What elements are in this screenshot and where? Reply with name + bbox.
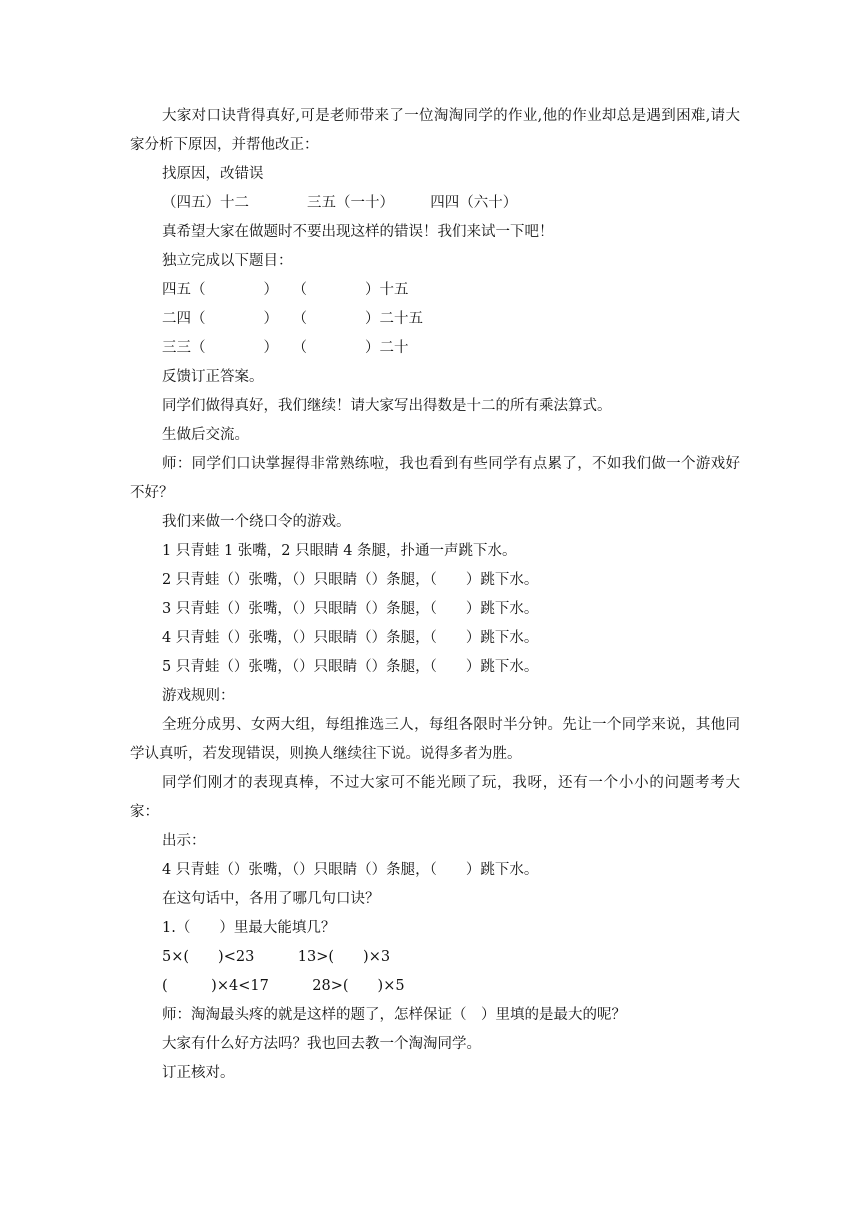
text-line: ( )×4<17 28>( )×5 <box>162 978 405 994</box>
text-line: 4 只青蛙（）张嘴，（）只眼睛（）条腿，（ ）跳下水。 <box>162 862 539 878</box>
text-line: 5 只青蛙（）张嘴，（）只眼睛（）条腿，（ ）跳下水。 <box>162 659 539 675</box>
text-line: 在这句话中，各用了哪几句口诀？ <box>162 891 380 907</box>
text-line: 师：淘淘最头疼的就是这样的题了，怎样保证（ ）里填的是最大的呢？ <box>162 1007 626 1023</box>
text-line: 生做后交流。 <box>162 427 249 443</box>
text-line: 2 只青蛙（）张嘴，（）只眼睛（）条腿，（ ）跳下水。 <box>162 572 539 588</box>
text-line: 找原因，改错误 <box>162 166 264 182</box>
text-line: 独立完成以下题目： <box>162 253 293 269</box>
text-line: 二四（ ） （ ）二十五 <box>162 311 423 327</box>
text-line: 游戏规则： <box>162 688 235 704</box>
text-line: 三三（ ） （ ）二十 <box>162 340 409 356</box>
text-line: 出示： <box>162 833 206 849</box>
text-line: 反馈订正答案。 <box>162 369 264 385</box>
text-line: 1 只青蛙 1 张嘴，2 只眼睛 4 条腿，扑通一声跳下水。 <box>162 543 517 559</box>
text-line: 我们来做一个绕口令的游戏。 <box>162 514 351 530</box>
text-line: 4 只青蛙（）张嘴，（）只眼睛（）条腿，（ ）跳下水。 <box>162 630 539 646</box>
text-line: 5×( )<23 13>( )×3 <box>162 949 391 965</box>
paragraph: 全班分成男、女两大组，每组推选三人，每组各限时半分钟。先让一个同学来说，其他同学认真听，若发现错误，则换人继续往下说。说得多者为胜。 <box>130 717 740 762</box>
text-line: 大家有什么好方法吗？我也回去教一个淘淘同学。 <box>162 1036 481 1052</box>
text-line: 1.（ ）里最大能填几？ <box>162 920 336 936</box>
paragraph: 师：同学们口诀掌握得非常熟练啦，我也看到有些同学有点累了，不如我们做一个游戏好不好？ <box>130 456 740 501</box>
text-line: 真希望大家在做题时不要出现这样的错误！我们来试一下吧！ <box>162 224 554 240</box>
text-line: （四五）十二 三五（一十） 四四（六十） <box>162 195 518 211</box>
text-line: 同学们做得真好，我们继续！请大家写出得数是十二的所有乘法算式。 <box>162 398 612 414</box>
paragraph: 大家对口诀背得真好,可是老师带来了一位淘淘同学的作业,他的作业却总是遇到困难,请大家分析下原因，并帮他改正： <box>130 108 740 153</box>
text-line: 四五（ ） （ ）十五 <box>162 282 409 298</box>
text-line: 3 只青蛙（）张嘴，（）只眼睛（）条腿，（ ）跳下水。 <box>162 601 539 617</box>
paragraph: 同学们刚才的表现真棒，不过大家可不能光顾了玩，我呀，还有一个小小的问题考考大家： <box>130 775 740 820</box>
text-line: 订正核对。 <box>162 1065 235 1081</box>
